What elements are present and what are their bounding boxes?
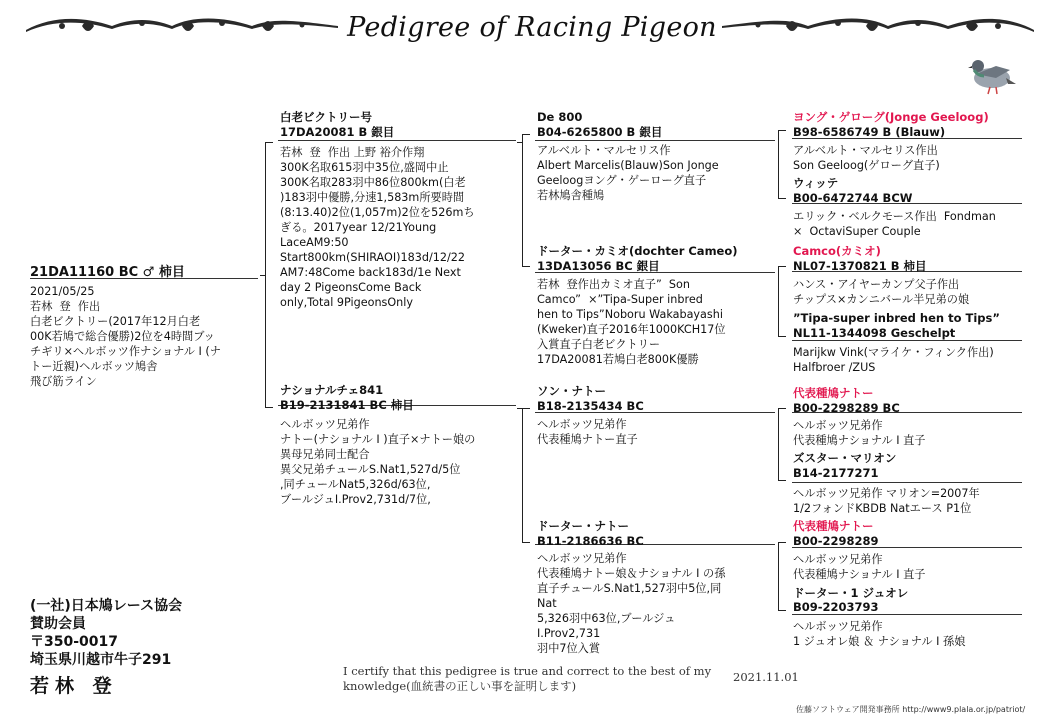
- g2-id: B00-6472744 BCW: [793, 191, 913, 205]
- g1-name: ヨング・ゲローグ(Jonge Geeloog): [793, 110, 989, 124]
- dd-details: ヘルボッツ兄弟作 代表種鳩ナトー娘＆ナショナル I の孫 直子チュールS.Nat1,527羽中5位,同 Nat 5,326羽中63位,ブールジュ I.Prov2,731 羽中7位入賞: [537, 552, 726, 655]
- g8-name: ドーター・1 ジュオレ: [793, 586, 909, 600]
- g5-name: 代表種鳩ナトー: [793, 386, 874, 400]
- g6-name: ズスター・マリオン: [793, 451, 897, 465]
- g8-details: ヘルボッツ兄弟作 1 ジュオレ娘 ＆ ナショナル I 孫娘: [793, 620, 966, 648]
- sd-details: 若林 登作出カミオ直子” Son Camco” ×”Tipa-Super inbred hen to Tips”Noboru Wakabayashi (Kweker)直子2016年1000KCH17位 入賞直子白老ビクトリー 17DA20081若鳩白老800K優勝: [537, 278, 726, 366]
- subject-details: 2021/05/25 若林 登 作出 白老ビクトリー(2017年12月白老 00K若鳩で総合優勝)2位を4時間ブッ チギリ×ヘルボッツ作ナショナル I (ナ トー近親)ヘルボッツ鳩舎 飛び筋ライン: [30, 285, 221, 388]
- dam-id: B19-2131841 BC 柿目: [280, 398, 414, 412]
- dam-details: ヘルボッツ兄弟作 ナトー(ナショナル I )直子×ナトー娘の 異母兄弟同士配合 異父兄弟チュールS.Nat1,527d/5位 ,同チュールNat5,326d/63位, ブールジュI.Prov2,731d/7位,: [280, 418, 476, 506]
- ss-details: アルベルト・マルセリス作 Albert Marcelis(Blauw)Son Jonge Geeloogヨング・ゲーローグ直子 若林鳩舎種鳩: [537, 144, 719, 202]
- owner-org: (一社)日本鳩レース協会: [30, 598, 183, 614]
- certification-text: I certify that this pedigree is true and correct to the best of my knowledge(血統書の正しい事を証明します): [343, 664, 712, 693]
- ds-name: ソン・ナトー: [537, 384, 606, 398]
- dd-name: ドーター・ナトー: [537, 519, 629, 533]
- g5-details: ヘルボッツ兄弟作 代表種鳩ナショナル I 直子: [793, 419, 926, 447]
- g3-details: ハンス・アイヤーカンプ父子作出 チップス×カンニバール半兄弟の娘: [793, 278, 970, 306]
- issue-date: 2021.11.01: [733, 670, 799, 684]
- owner-postal: 〒350-0017: [30, 634, 118, 650]
- dd-id: B11-2186636 BC: [537, 534, 644, 548]
- sire-name: 白老ビクトリー号: [280, 110, 372, 124]
- g8-id: B09-2203793: [793, 600, 879, 614]
- g2-details: エリック・ベルクモース作出 Fondman × OctaviSuper Couple: [793, 210, 996, 238]
- owner-address: 埼玉県川越市牛子291: [30, 652, 172, 668]
- ss-name: De 800: [537, 110, 583, 124]
- page-title: Pedigree of Racing Pigeon: [347, 12, 717, 43]
- g4-id: NL11-1344098 Geschelpt: [793, 326, 956, 340]
- g7-id: B00-2298289: [793, 534, 879, 548]
- g7-name: 代表種鳩ナトー: [793, 519, 874, 533]
- sd-name: ドーター・カミオ(dochter Cameo): [537, 244, 738, 258]
- g7-details: ヘルボッツ兄弟作 代表種鳩ナショナル I 直子: [793, 553, 926, 581]
- ds-details: ヘルボッツ兄弟作 代表種鳩ナトー直子: [537, 418, 638, 446]
- footer-credit: 佐藤ソフトウェア開発事務所 http://www9.plala.or.jp/patriot/: [796, 705, 1026, 714]
- g2-name: ウィッテ: [793, 176, 839, 190]
- ss-id: B04-6265800 B 銀目: [537, 125, 663, 139]
- subject-id: 21DA11160 BC ♂ 柿目: [30, 265, 185, 280]
- g6-details: ヘルボッツ兄弟作 マリオン=2007年 1/2フォンドKBDB Natエース P1位: [793, 487, 980, 515]
- g1-id: B98-6586749 B (Blauw): [793, 125, 946, 139]
- g3-name: Camco(カミオ): [793, 244, 881, 258]
- owner-member: 賛助会員: [30, 616, 86, 632]
- g6-id: B14-2177271: [793, 466, 879, 480]
- g1-details: アルベルト・マルセリス作出 Son Geeloog(ゲローグ直子): [793, 144, 940, 172]
- dam-name: ナショナルチェ841: [280, 383, 384, 397]
- sd-id: 13DA13056 BC 銀目: [537, 259, 660, 273]
- ds-id: B18-2135434 BC: [537, 399, 644, 413]
- sire-id: 17DA20081 B 銀目: [280, 125, 395, 139]
- owner-name: 若林 登: [30, 675, 118, 697]
- g4-details: Marijkw Vink(マライケ・フィンク作出) Halfbroer /ZUS: [793, 346, 994, 374]
- g3-id: NL07-1370821 B 柿目: [793, 259, 927, 273]
- g5-id: B00-2298289 BC: [793, 401, 900, 415]
- pigeon-icon: [966, 52, 1018, 96]
- sire-details: 若林 登 作出 上野 裕介作翔 300K名取615羽中35位,盛岡中止 300K名取283羽中86位800km(白老 )183羽中優勝,分速1,583m所要時間 (8:13.40)2位(1,057m)2位を526mち ぎる。2017year 12/21Young LaceAM9:50 Start800km(SHIRAOI)183d/12/22 AM7:48Come back183d/1e Next day 2 PigeonsCome Back only,Total 9PigeonsOnly: [280, 146, 475, 309]
- g4-name: ”Tipa-super inbred hen to Tips”: [793, 311, 1000, 325]
